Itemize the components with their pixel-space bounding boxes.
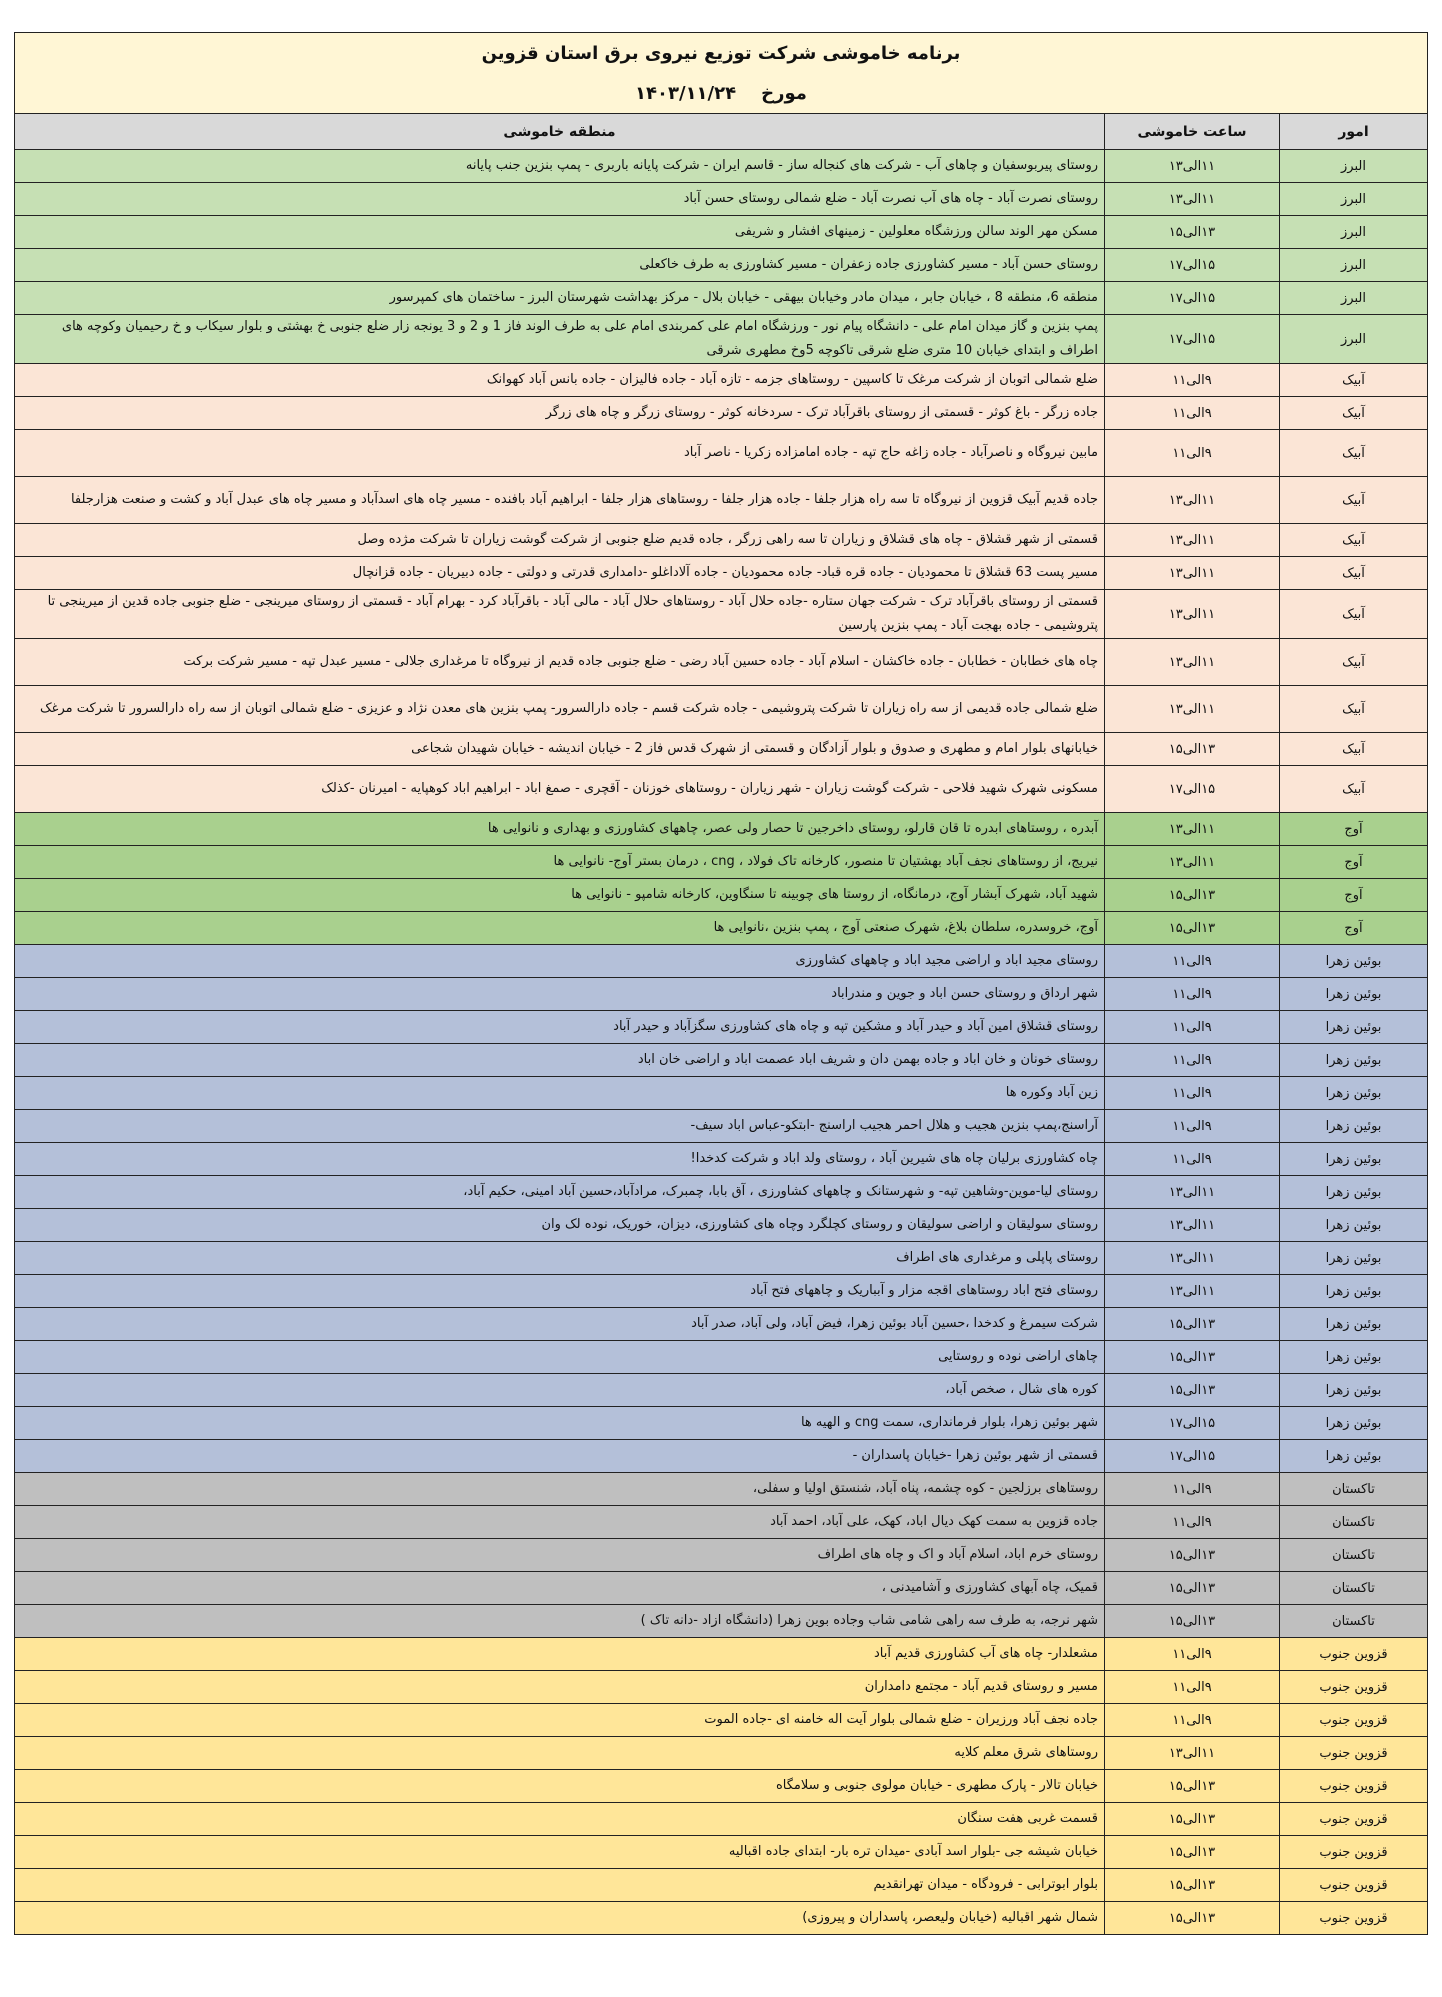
cell-omur: بوئین زهرا: [1280, 1011, 1428, 1044]
cell-outage-time: ۱۱الی۱۳: [1105, 1209, 1280, 1242]
table-row: [15, 846, 1428, 879]
cell-outage-area: آوج، خروسدره، سلطان بلاغ، شهرک صنعتی آوج ، پمپ بنزین ،نانوایی ها: [15, 912, 1105, 945]
cell-omur: بوئین زهرا: [1280, 1374, 1428, 1407]
cell-omur: البرز: [1280, 249, 1428, 282]
cell-omur: البرز: [1280, 183, 1428, 216]
date-label: مورخ: [761, 82, 807, 104]
cell-outage-time: ۹الی۱۱: [1105, 945, 1280, 978]
cell-outage-time: ۱۵الی۱۷: [1105, 315, 1280, 364]
cell-outage-area: خیابانهای بلوار امام و مطهری و صدوق و بلوار آزادگان و قسمتی از شهرک قدس فاز 2 - خیابان اندیشه - خیابان شهیدان شجاعی: [15, 733, 1105, 766]
cell-omur: بوئین زهرا: [1280, 1143, 1428, 1176]
cell-outage-time: ۹الی۱۱: [1105, 1638, 1280, 1671]
cell-outage-time: ۱۱الی۱۳: [1105, 477, 1280, 524]
cell-outage-time: ۱۱الی۱۳: [1105, 183, 1280, 216]
table-row: [15, 1275, 1428, 1308]
cell-outage-time: ۱۱الی۱۳: [1105, 1275, 1280, 1308]
cell-outage-area: روستای قشلاق امین آباد و حیدر آباد و مشکین تپه و چاه های کشاورزی سگزآباد و حیدر آباد: [15, 1011, 1105, 1044]
cell-outage-time: ۹الی۱۱: [1105, 1671, 1280, 1704]
table-row: [15, 216, 1428, 249]
cell-omur: قزوین جنوب: [1280, 1737, 1428, 1770]
cell-outage-area: ضلع شمالی جاده قدیمی از سه راه زیاران تا شرکت پتروشیمی - جاده شرکت قسم - جاده دارالسرور- پمپ بنزین های معدن نژاد و عزیزی - ضلع شمالی اتوبان از سه راه دارالسرور تا شرکت مرغک: [15, 686, 1105, 733]
cell-outage-area: روستای پیربوسفیان و چاهای آب - شرکت های کنجاله ساز - قاسم ایران - شرکت پایانه باربری - پمپ بنزین جنب پایانه: [15, 150, 1105, 183]
cell-outage-area: قمیک، چاه آبهای کشاورزی و آشامیدنی ،: [15, 1572, 1105, 1605]
cell-omur: بوئین زهرا: [1280, 1176, 1428, 1209]
cell-outage-area: منطقه 6، منطقه 8 ، خیابان جابر ، میدان مادر وخیابان بیهقی - خیابان بلال - مرکز بهداشت شهرستان البرز - ساختمان های کمپرسور: [15, 282, 1105, 315]
table-row: [15, 1506, 1428, 1539]
cell-omur: آبیک: [1280, 733, 1428, 766]
cell-outage-time: ۹الی۱۱: [1105, 1143, 1280, 1176]
cell-outage-time: ۱۳الی۱۵: [1105, 1836, 1280, 1869]
table-row: [15, 978, 1428, 1011]
cell-outage-time: ۱۵الی۱۷: [1105, 1407, 1280, 1440]
cell-omur: قزوین جنوب: [1280, 1836, 1428, 1869]
cell-outage-area: روستای فتح اباد روستاهای اقجه مزار و آبباریک و چاههای فتح آباد: [15, 1275, 1105, 1308]
cell-outage-time: ۱۱الی۱۳: [1105, 846, 1280, 879]
table-row: [15, 945, 1428, 978]
cell-omur: آوج: [1280, 846, 1428, 879]
cell-outage-time: ۱۱الی۱۳: [1105, 590, 1280, 639]
cell-outage-time: ۱۳الی۱۵: [1105, 1572, 1280, 1605]
cell-omur: آبیک: [1280, 364, 1428, 397]
cell-omur: قزوین جنوب: [1280, 1902, 1428, 1935]
table-row: [15, 912, 1428, 945]
cell-outage-time: ۹الی۱۱: [1105, 1473, 1280, 1506]
cell-outage-area: جاده قزوین به سمت کهک دیال اباد، کهک، علی آباد، احمد آباد: [15, 1506, 1105, 1539]
table-row: [15, 1143, 1428, 1176]
cell-outage-time: ۱۳الی۱۵: [1105, 1605, 1280, 1638]
cell-omur: قزوین جنوب: [1280, 1704, 1428, 1737]
table-row: [15, 1242, 1428, 1275]
cell-outage-time: ۹الی۱۱: [1105, 397, 1280, 430]
date-value: ۱۴۰۳/۱۱/۲۴: [635, 82, 737, 104]
cell-outage-time: ۱۱الی۱۳: [1105, 1176, 1280, 1209]
cell-omur: بوئین زهرا: [1280, 978, 1428, 1011]
cell-outage-area: شهر ارداق و روستای حسن اباد و جوین و مندراباد: [15, 978, 1105, 1011]
date-row: [15, 73, 1428, 114]
table-row: [15, 315, 1428, 364]
table-row: [15, 766, 1428, 813]
schedule-title: برنامه خاموشی شرکت توزیع نیروی برق استان قزوین: [15, 33, 1428, 74]
cell-outage-area: مسکن مهر الوند سالن ورزشگاه معلولین - زمینهای افشار و شریفی: [15, 216, 1105, 249]
cell-outage-area: ضلع شمالی اتوبان از شرکت مرغک تا کاسپین - روستاهای جزمه - تازه آباد - جاده فالیزان - جاده بانس آباد کهوانک: [15, 364, 1105, 397]
table-row: [15, 1473, 1428, 1506]
cell-omur: آوج: [1280, 879, 1428, 912]
cell-outage-area: جاده زرگر - باغ کوثر - قسمتی از روستای باقرآباد ترک - سردخانه کوثر - روستای زرگر و چاه های زرگر: [15, 397, 1105, 430]
cell-outage-time: ۱۱الی۱۳: [1105, 150, 1280, 183]
cell-outage-area: مسیر و روستای قدیم آباد - مجتمع دامداران: [15, 1671, 1105, 1704]
table-row: [15, 639, 1428, 686]
cell-outage-time: ۹الی۱۱: [1105, 1110, 1280, 1143]
cell-outage-area: مشعلدار- چاه های آب کشاورزی قدیم آباد: [15, 1638, 1105, 1671]
cell-outage-area: قسمتی از روستای باقرآباد ترک - شرکت جهان ستاره -جاده حلال آباد - روستاهای حلال آباد - مالی آباد - باقرآباد کرد - بهرام آباد - قسمتی از روستای میرینجی - ضلع جنوبی جاده قدین از میرینجی تا پتروشیمی - جاده بهجت آباد - پمپ بنزین پارسین: [15, 590, 1105, 639]
cell-outage-area: مابین نیروگاه و ناصرآباد - جاده زاغه حاج تپه - جاده امامزاده زکریا - ناصر آباد: [15, 430, 1105, 477]
cell-outage-area: روستای حسن آباد - مسیر کشاورزی جاده زعفران - مسیر کشاورزی به طرف خاکعلی: [15, 249, 1105, 282]
cell-omur: قزوین جنوب: [1280, 1638, 1428, 1671]
table-row: [15, 183, 1428, 216]
cell-omur: بوئین زهرا: [1280, 1341, 1428, 1374]
cell-omur: آبیک: [1280, 430, 1428, 477]
title-row: [15, 33, 1428, 74]
cell-outage-area: شرکت سیمرغ و کدخدا ،حسین آباد بوئین زهرا، فیض آباد، ولی آباد، صدر آباد: [15, 1308, 1105, 1341]
cell-omur: بوئین زهرا: [1280, 1308, 1428, 1341]
cell-outage-time: ۱۳الی۱۵: [1105, 1902, 1280, 1935]
cell-outage-area: شهر بوئین زهرا، بلوار فرمانداری، سمت cng و الهیه ها: [15, 1407, 1105, 1440]
cell-omur: تاکستان: [1280, 1572, 1428, 1605]
cell-omur: بوئین زهرا: [1280, 945, 1428, 978]
outage-table: [14, 32, 1428, 1935]
cell-outage-time: ۹الی۱۱: [1105, 364, 1280, 397]
cell-outage-time: ۹الی۱۱: [1105, 1077, 1280, 1110]
cell-outage-area: خیابان تالار - پارک مطهری - خیابان مولوی جنوبی و سلامگاه: [15, 1770, 1105, 1803]
cell-outage-area: قسمت غربی هفت سنگان: [15, 1803, 1105, 1836]
cell-outage-area: جاده قدیم آبیک قزوین از نیروگاه تا سه راه هزار جلفا - جاده هزار جلفا - روستاهای هزار جلفا - ابراهیم آباد بافنده - مسیر چاه های اسدآباد و مسیر چاه های عبدل آباد و کشت و صنعت هزارجلفا: [15, 477, 1105, 524]
table-row: [15, 733, 1428, 766]
cell-omur: البرز: [1280, 282, 1428, 315]
table-row: [15, 1407, 1428, 1440]
cell-outage-area: چاه کشاورزی برلیان چاه های شیرین آباد ، روستای ولد اباد و شرکت کدخدا!: [15, 1143, 1105, 1176]
cell-outage-area: قسمتی از شهر بوئین زهرا -خیابان پاسداران -: [15, 1440, 1105, 1473]
table-row: [15, 1341, 1428, 1374]
table-row: [15, 430, 1428, 477]
cell-omur: آبیک: [1280, 524, 1428, 557]
table-row: [15, 1572, 1428, 1605]
cell-outage-area: جاده نجف آباد ورزیران - ضلع شمالی بلوار آیت اله خامنه ای -جاده الموت: [15, 1704, 1105, 1737]
cell-outage-area: روستای مجید اباد و اراضی مجید اباد و چاههای کشاورزی: [15, 945, 1105, 978]
header-omur: امور: [1280, 114, 1428, 150]
table-row: [15, 1077, 1428, 1110]
header-outage-area: منطقه خاموشی: [15, 114, 1105, 150]
cell-outage-time: ۹الی۱۱: [1105, 1044, 1280, 1077]
cell-outage-area: زین آباد وکوره ها: [15, 1077, 1105, 1110]
cell-omur: بوئین زهرا: [1280, 1440, 1428, 1473]
cell-omur: البرز: [1280, 216, 1428, 249]
outage-schedule-sheet: [14, 32, 1428, 1935]
table-row: [15, 557, 1428, 590]
cell-outage-area: بلوار ابوترابی - فرودگاه - میدان تهرانقدیم: [15, 1869, 1105, 1902]
header-outage-time: ساعت خاموشی: [1105, 114, 1280, 150]
cell-omur: آبیک: [1280, 477, 1428, 524]
table-row: [15, 1638, 1428, 1671]
cell-outage-time: ۱۳الی۱۵: [1105, 1869, 1280, 1902]
cell-outage-time: ۱۱الی۱۳: [1105, 1737, 1280, 1770]
table-row: [15, 1671, 1428, 1704]
cell-outage-time: ۱۵الی۱۷: [1105, 1440, 1280, 1473]
cell-outage-time: ۹الی۱۱: [1105, 430, 1280, 477]
cell-omur: قزوین جنوب: [1280, 1671, 1428, 1704]
table-row: [15, 1605, 1428, 1638]
cell-outage-area: قسمتی از شهر قشلاق - چاه های قشلاق و زیاران تا سه راهی زرگر ، جاده قدیم ضلع جنوبی از شرکت گوشت زیاران تا شرکت مژده وصل: [15, 524, 1105, 557]
table-row: [15, 477, 1428, 524]
cell-outage-area: شهید آباد، شهرک آبشار آوج، درمانگاه، از روستا های چوبینه تا سنگاوین، کارخانه شامپو - نانوایی ها: [15, 879, 1105, 912]
table-row: [15, 1704, 1428, 1737]
cell-omur: تاکستان: [1280, 1506, 1428, 1539]
cell-outage-time: ۱۳الی۱۵: [1105, 879, 1280, 912]
table-row: [15, 1374, 1428, 1407]
cell-outage-time: ۱۳الی۱۵: [1105, 1539, 1280, 1572]
cell-outage-area: روستاهای برزلجین - کوه چشمه، پناه آباد، شنستق اولیا و سفلی،: [15, 1473, 1105, 1506]
cell-outage-time: ۱۱الی۱۳: [1105, 813, 1280, 846]
cell-omur: آوج: [1280, 813, 1428, 846]
cell-outage-time: ۱۱الی۱۳: [1105, 1242, 1280, 1275]
table-row: [15, 813, 1428, 846]
table-row: [15, 1044, 1428, 1077]
cell-omur: آبیک: [1280, 766, 1428, 813]
cell-omur: بوئین زهرا: [1280, 1242, 1428, 1275]
cell-omur: بوئین زهرا: [1280, 1209, 1428, 1242]
table-row: [15, 1902, 1428, 1935]
cell-omur: آبیک: [1280, 590, 1428, 639]
table-row: [15, 1737, 1428, 1770]
cell-outage-time: ۱۳الی۱۵: [1105, 1341, 1280, 1374]
cell-omur: قزوین جنوب: [1280, 1869, 1428, 1902]
cell-outage-time: ۱۵الی۱۷: [1105, 249, 1280, 282]
cell-outage-area: مسیر پست 63 قشلاق تا محمودیان - جاده قره قباد- جاده محمودیان - جاده آلاداغلو -دامداری قدرتی و دولتی - جاده دبیریان - جاده قزانچال: [15, 557, 1105, 590]
table-row: [15, 1011, 1428, 1044]
cell-outage-time: ۱۱الی۱۳: [1105, 524, 1280, 557]
cell-omur: تاکستان: [1280, 1473, 1428, 1506]
cell-outage-time: ۱۳الی۱۵: [1105, 1770, 1280, 1803]
cell-outage-time: ۱۳الی۱۵: [1105, 912, 1280, 945]
table-row: [15, 249, 1428, 282]
cell-omur: تاکستان: [1280, 1539, 1428, 1572]
cell-outage-time: ۱۵الی۱۷: [1105, 282, 1280, 315]
cell-outage-area: کوره های شال ، صخص آباد،: [15, 1374, 1105, 1407]
cell-omur: البرز: [1280, 150, 1428, 183]
cell-omur: آبیک: [1280, 639, 1428, 686]
table-row: [15, 590, 1428, 639]
table-row: [15, 524, 1428, 557]
cell-outage-area: روستای نصرت آباد - چاه های آب نصرت آباد - ضلع شمالی روستای حسن آباد: [15, 183, 1105, 216]
cell-outage-area: نیریج، از روستاهای نجف آباد بهشتیان تا منصور، کارخانه تاک فولاد ، cng ، درمان بستر آوج- نانوایی ها: [15, 846, 1105, 879]
cell-omur: تاکستان: [1280, 1605, 1428, 1638]
cell-omur: آوج: [1280, 912, 1428, 945]
cell-outage-area: روستای پاپلی و مرغداری های اطراف: [15, 1242, 1105, 1275]
cell-omur: بوئین زهرا: [1280, 1077, 1428, 1110]
cell-omur: قزوین جنوب: [1280, 1803, 1428, 1836]
cell-omur: البرز: [1280, 315, 1428, 364]
cell-outage-time: ۹الی۱۱: [1105, 1704, 1280, 1737]
cell-omur: آبیک: [1280, 557, 1428, 590]
table-row: [15, 1539, 1428, 1572]
table-row: [15, 1803, 1428, 1836]
table-row: [15, 1209, 1428, 1242]
cell-outage-area: خیابان شیشه جی -بلوار اسد آبادی -میدان تره بار- ابتدای جاده اقبالیه: [15, 1836, 1105, 1869]
cell-outage-area: روستای سولیقان و اراضی سولیقان و روستای کچلگرد وچاه های کشاورزی، دیزان، خوریک، نوده لک وان: [15, 1209, 1105, 1242]
cell-omur: بوئین زهرا: [1280, 1110, 1428, 1143]
cell-outage-area: روستای خرم اباد، اسلام آباد و اک و چاه های اطراف: [15, 1539, 1105, 1572]
cell-outage-area: روستای لیا-موین-وشاهین تپه- و شهرستانک و چاههای کشاورزی ، آق بابا، چمبرک، مرادآباد،حسین آباد امینی، حکیم آباد،: [15, 1176, 1105, 1209]
cell-omur: بوئین زهرا: [1280, 1275, 1428, 1308]
cell-outage-time: ۱۱الی۱۳: [1105, 639, 1280, 686]
cell-outage-time: ۹الی۱۱: [1105, 1506, 1280, 1539]
column-header-row: [15, 114, 1428, 150]
cell-outage-area: مسکونی شهرک شهید فلاحی - شرکت گوشت زیاران - شهر زیاران - روستاهای خوزنان - آقچری - صمغ اباد - ابراهیم اباد کوهپایه - امیرنان -کذلک: [15, 766, 1105, 813]
cell-outage-time: ۱۳الی۱۵: [1105, 1803, 1280, 1836]
cell-outage-time: ۱۱الی۱۳: [1105, 557, 1280, 590]
cell-outage-area: روستاهای شرق معلم کلایه: [15, 1737, 1105, 1770]
cell-outage-time: ۹الی۱۱: [1105, 1011, 1280, 1044]
schedule-date: [15, 73, 1428, 114]
table-row: [15, 397, 1428, 430]
table-row: [15, 686, 1428, 733]
table-row: [15, 150, 1428, 183]
cell-omur: بوئین زهرا: [1280, 1044, 1428, 1077]
table-row: [15, 1440, 1428, 1473]
table-row: [15, 282, 1428, 315]
cell-outage-area: شهر نرجه، به طرف سه راهی شامی شاب وجاده بوین زهرا (دانشگاه ازاد -دانه تاک ): [15, 1605, 1105, 1638]
table-row: [15, 1836, 1428, 1869]
table-row: [15, 1770, 1428, 1803]
cell-outage-time: ۱۳الی۱۵: [1105, 733, 1280, 766]
cell-omur: آبیک: [1280, 397, 1428, 430]
cell-outage-area: آبدره ، روستاهای ابدره تا قان قارلو، روستای داخرجین تا حصار ولی عصر، چاههای کشاورزی و بهداری و نانوایی ها: [15, 813, 1105, 846]
cell-outage-time: ۱۵الی۱۷: [1105, 766, 1280, 813]
table-row: [15, 1308, 1428, 1341]
cell-outage-area: چاه های خطابان - خطابان - جاده خاکشان - اسلام آباد - جاده حسین آباد رضی - ضلع جنوبی جاده قدیم از نیروگاه تا مرغداری جلالی - مسیر عبدل تپه - مسیر شرکت برکت: [15, 639, 1105, 686]
cell-outage-time: ۱۳الی۱۵: [1105, 216, 1280, 249]
cell-outage-area: روستای خونان و خان اباد و جاده بهمن دان و شریف اباد عصمت اباد و اراضی خان اباد: [15, 1044, 1105, 1077]
cell-outage-area: آراسنج،پمپ بنزین هجیب و هلال احمر هجیب اراسنج -ابتکو-عباس اباد سیف-: [15, 1110, 1105, 1143]
table-row: [15, 364, 1428, 397]
table-row: [15, 1110, 1428, 1143]
cell-omur: قزوین جنوب: [1280, 1770, 1428, 1803]
cell-outage-area: پمپ بنزین و گاز میدان امام علی - دانشگاه پیام نور - ورزشگاه امام علی کمربندی امام علی به طرف الوند فاز 1 و 2 و 3 یونجه زار ضلع جنوبی خ بهشتی و بلوار سیکاب و خ رحیمیان وکوچه های اطراف و ابتدای خیابان 10 متری ضلع شرقی تاکوچه 5وخ مطهری شرقی: [15, 315, 1105, 364]
cell-omur: بوئین زهرا: [1280, 1407, 1428, 1440]
cell-outage-area: چاهای اراضی نوده و روستایی: [15, 1341, 1105, 1374]
table-row: [15, 1869, 1428, 1902]
table-row: [15, 879, 1428, 912]
cell-outage-area: شمال شهر اقبالیه (خیابان ولیعصر، پاسداران و پیروزی): [15, 1902, 1105, 1935]
cell-outage-time: ۱۳الی۱۵: [1105, 1374, 1280, 1407]
table-row: [15, 1176, 1428, 1209]
cell-outage-time: ۹الی۱۱: [1105, 978, 1280, 1011]
cell-omur: آبیک: [1280, 686, 1428, 733]
cell-outage-time: ۱۱الی۱۳: [1105, 686, 1280, 733]
cell-outage-time: ۱۳الی۱۵: [1105, 1308, 1280, 1341]
